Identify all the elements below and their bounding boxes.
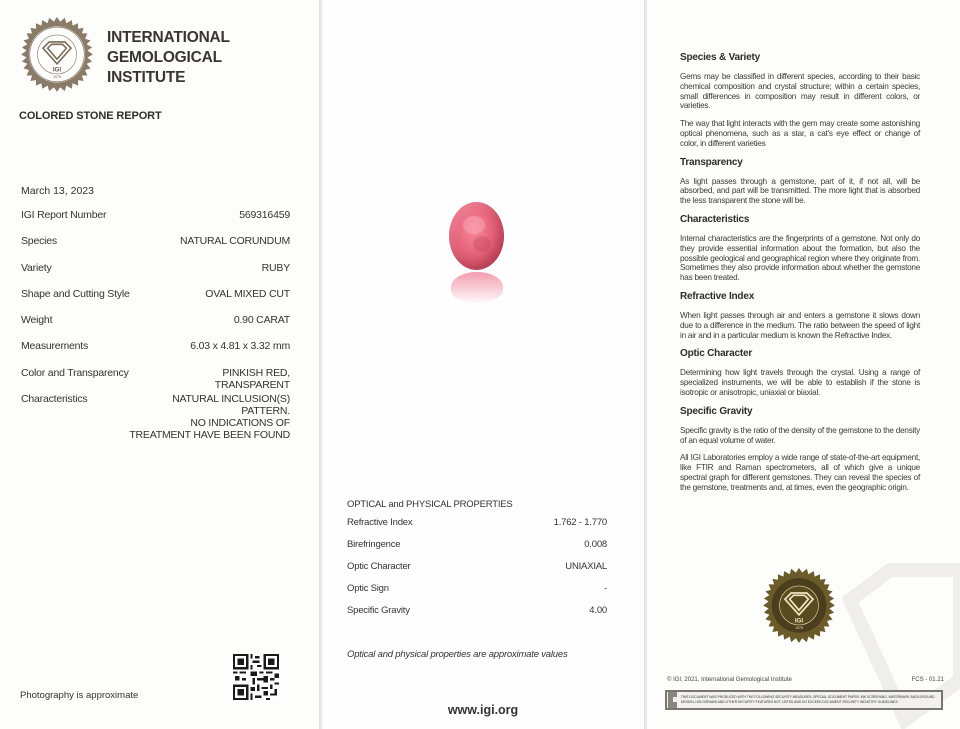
report-panel-middle <box>322 0 644 729</box>
website-link[interactable]: www.igi.org <box>447 703 519 717</box>
institute-name-line-2: GEMOLOGICAL <box>107 49 222 66</box>
value-line: NO INDICATIONS OF <box>190 416 290 429</box>
section-paragraph: All IGI Laboratories employ a wide range of state-of-the-art equipment, like FTIR and Raman spectrometers, all of which give a unique spectral graph for different gemstones. They can reveal the species of the gemstone, treatments and, at times, even the geographic origin. <box>680 453 920 492</box>
properties-title: OPTICAL and PHYSICAL PROPERTIES <box>347 499 513 510</box>
report-row-variety <box>21 262 290 288</box>
row-label: Color and Transparency <box>21 366 129 379</box>
row-label: Shape and Cutting Style <box>21 287 130 300</box>
report-date: March 13, 2023 <box>21 185 94 197</box>
security-measures-banner <box>665 690 943 710</box>
species-value: NATURAL CORUNDUM <box>180 235 290 248</box>
report-row-weight <box>21 314 290 340</box>
copyright-notice: © IGI, 2021, International Gemological Institute <box>667 677 792 683</box>
row-label: IGI Report Number <box>21 209 107 221</box>
property-value: 4.00 <box>589 605 607 616</box>
property-row-birefringence <box>347 539 607 561</box>
document-security-icon <box>668 692 677 708</box>
value-line: NATURAL INCLUSION(S) <box>172 392 290 405</box>
section-heading: Transparency <box>680 156 743 168</box>
row-label: Variety <box>21 261 52 274</box>
report-row-measurements <box>21 340 290 366</box>
property-row-refractive-index <box>347 517 607 539</box>
value-line: TREATMENT HAVE BEEN FOUND <box>129 428 290 441</box>
section-paragraph: Gems may be classified in different species, according to their basic chemical composition and crystal structure; within a certain species, small differences in composition may result in different colors, or varieties. <box>680 72 920 111</box>
section-paragraph: Determining how light travels through the crystal. Using a range of specialized instruments, we will be able to establish if the stone is isotropic or anisotropic, uniaxial or biaxial. <box>680 368 920 397</box>
property-value: 1.762 - 1.770 <box>553 517 607 528</box>
ruby-gem-image <box>449 202 504 270</box>
value-line: TRANSPARENT <box>214 378 290 391</box>
info-section-specific-gravity <box>680 406 920 493</box>
color-transparency-value <box>215 367 290 393</box>
property-value: - <box>604 583 607 594</box>
section-paragraph: When light passes through air and enters a gemstone it slows down due to a difference in the medium. The ratio between the speed of light in air and in a particular medium is known the Refractive Index. <box>680 310 920 340</box>
property-label: Birefringence <box>347 539 401 550</box>
section-heading: Refractive Index <box>680 290 755 302</box>
section-paragraph: The way that light interacts with the gem may create some astonishing optical phenomena, such as a star, a cat's eye effect or change of color, in different varieties <box>680 119 920 148</box>
value-line: PATTERN. <box>241 404 290 417</box>
row-label: Characteristics <box>21 392 88 405</box>
property-label: Specific Gravity <box>347 605 410 616</box>
section-heading: Species & Variety <box>680 52 760 63</box>
svg-text:1975: 1975 <box>795 625 803 630</box>
gem-facet-shadow <box>473 236 491 252</box>
report-row-shape <box>21 288 290 314</box>
property-value: UNIAXIAL <box>565 561 607 572</box>
section-paragraph: Specific gravity is the ratio of the density of the gemstone to the density of an equal volume of water. <box>680 425 920 445</box>
row-label: Species <box>21 235 57 248</box>
security-measures-text: THIS DOCUMENT WAS PRODUCED WITH THE FOLLOWING SECURITY MEASURES: SPECIAL DOCUMENT PAPER, INK SCREENING, WATERMARK BACKGROUND DESIGN, HOLOGRAMS AND OTHER SECURITY FEATURES NOT LISTED AND DO EXCEED DOCUMENT SECURITY INDUSTRY GUIDELINES <box>680 695 935 704</box>
properties-approximate-note: Optical and physical properties are approximate values <box>347 649 568 660</box>
section-heading: Specific Gravity <box>680 405 753 417</box>
section-paragraph: As light passes through a gemstone, part of it, if not all, will be absorbed, and part will be transmitted. The more light that is absorbed the less transparent the stone will be. <box>680 176 920 206</box>
characteristics-value <box>129 393 290 441</box>
section-heading: Optic Character <box>680 348 753 360</box>
info-section-refractive-index <box>680 291 920 340</box>
report-number-value: 569316459 <box>239 209 290 221</box>
property-label: Optic Character <box>347 561 411 572</box>
institute-name <box>107 28 230 88</box>
gem-information-text <box>680 52 920 501</box>
svg-text:IGI: IGI <box>52 66 62 74</box>
institute-name-line-1: INTERNATIONAL <box>107 29 230 46</box>
section-heading: Characteristics <box>680 213 750 225</box>
igi-gold-seal-icon <box>760 568 838 646</box>
value-line: PINKISH RED, <box>222 366 290 379</box>
report-row-color <box>21 367 290 393</box>
info-section-optic-character <box>680 348 920 397</box>
section-paragraph: Internal characteristics are the fingerprints of a gemstone. Not only do they provide essential information about the formation, but also the possible geological and geographical region where they originate from. Sometimes they also provide information about whether the gemstone has been treated. <box>680 233 920 283</box>
institute-name-line-3: INSTITUTE <box>107 69 186 86</box>
property-row-optic-sign <box>347 583 607 605</box>
qr-code-icon[interactable] <box>232 654 280 700</box>
form-code: FCS - 01.21 <box>911 677 944 683</box>
report-panel-left <box>0 0 320 729</box>
report-details-table <box>21 209 290 441</box>
gemstone-photo <box>446 202 508 302</box>
info-section-species-variety <box>680 52 920 149</box>
info-section-characteristics <box>680 214 920 283</box>
igi-seal-logo-icon <box>18 17 96 95</box>
svg-text:IGI: IGI <box>794 617 804 625</box>
variety-value: RUBY <box>261 261 290 274</box>
row-label: Measurements <box>21 340 89 353</box>
property-label: Refractive Index <box>347 517 413 528</box>
report-row-species <box>21 235 290 261</box>
report-panel-right <box>647 0 960 729</box>
property-row-specific-gravity <box>347 605 607 627</box>
gem-facet-highlight <box>463 216 485 234</box>
property-row-optic-character <box>347 561 607 583</box>
property-value: 0.008 <box>584 539 607 550</box>
properties-table <box>347 517 607 627</box>
property-label: Optic Sign <box>347 583 389 594</box>
svg-text:1975: 1975 <box>53 74 61 79</box>
row-label: Weight <box>21 314 53 327</box>
measurements-value: 6.03 x 4.81 x 3.32 mm <box>190 340 290 353</box>
report-row-characteristics <box>21 393 290 441</box>
report-type-title: COLORED STONE REPORT <box>19 110 162 122</box>
gem-reflection <box>451 272 503 302</box>
report-row-number <box>21 209 290 235</box>
info-section-transparency <box>680 157 920 206</box>
photography-note: Photography is approximate <box>20 690 139 701</box>
weight-value: 0.90 CARAT <box>233 314 290 327</box>
shape-value: OVAL MIXED CUT <box>205 287 290 300</box>
